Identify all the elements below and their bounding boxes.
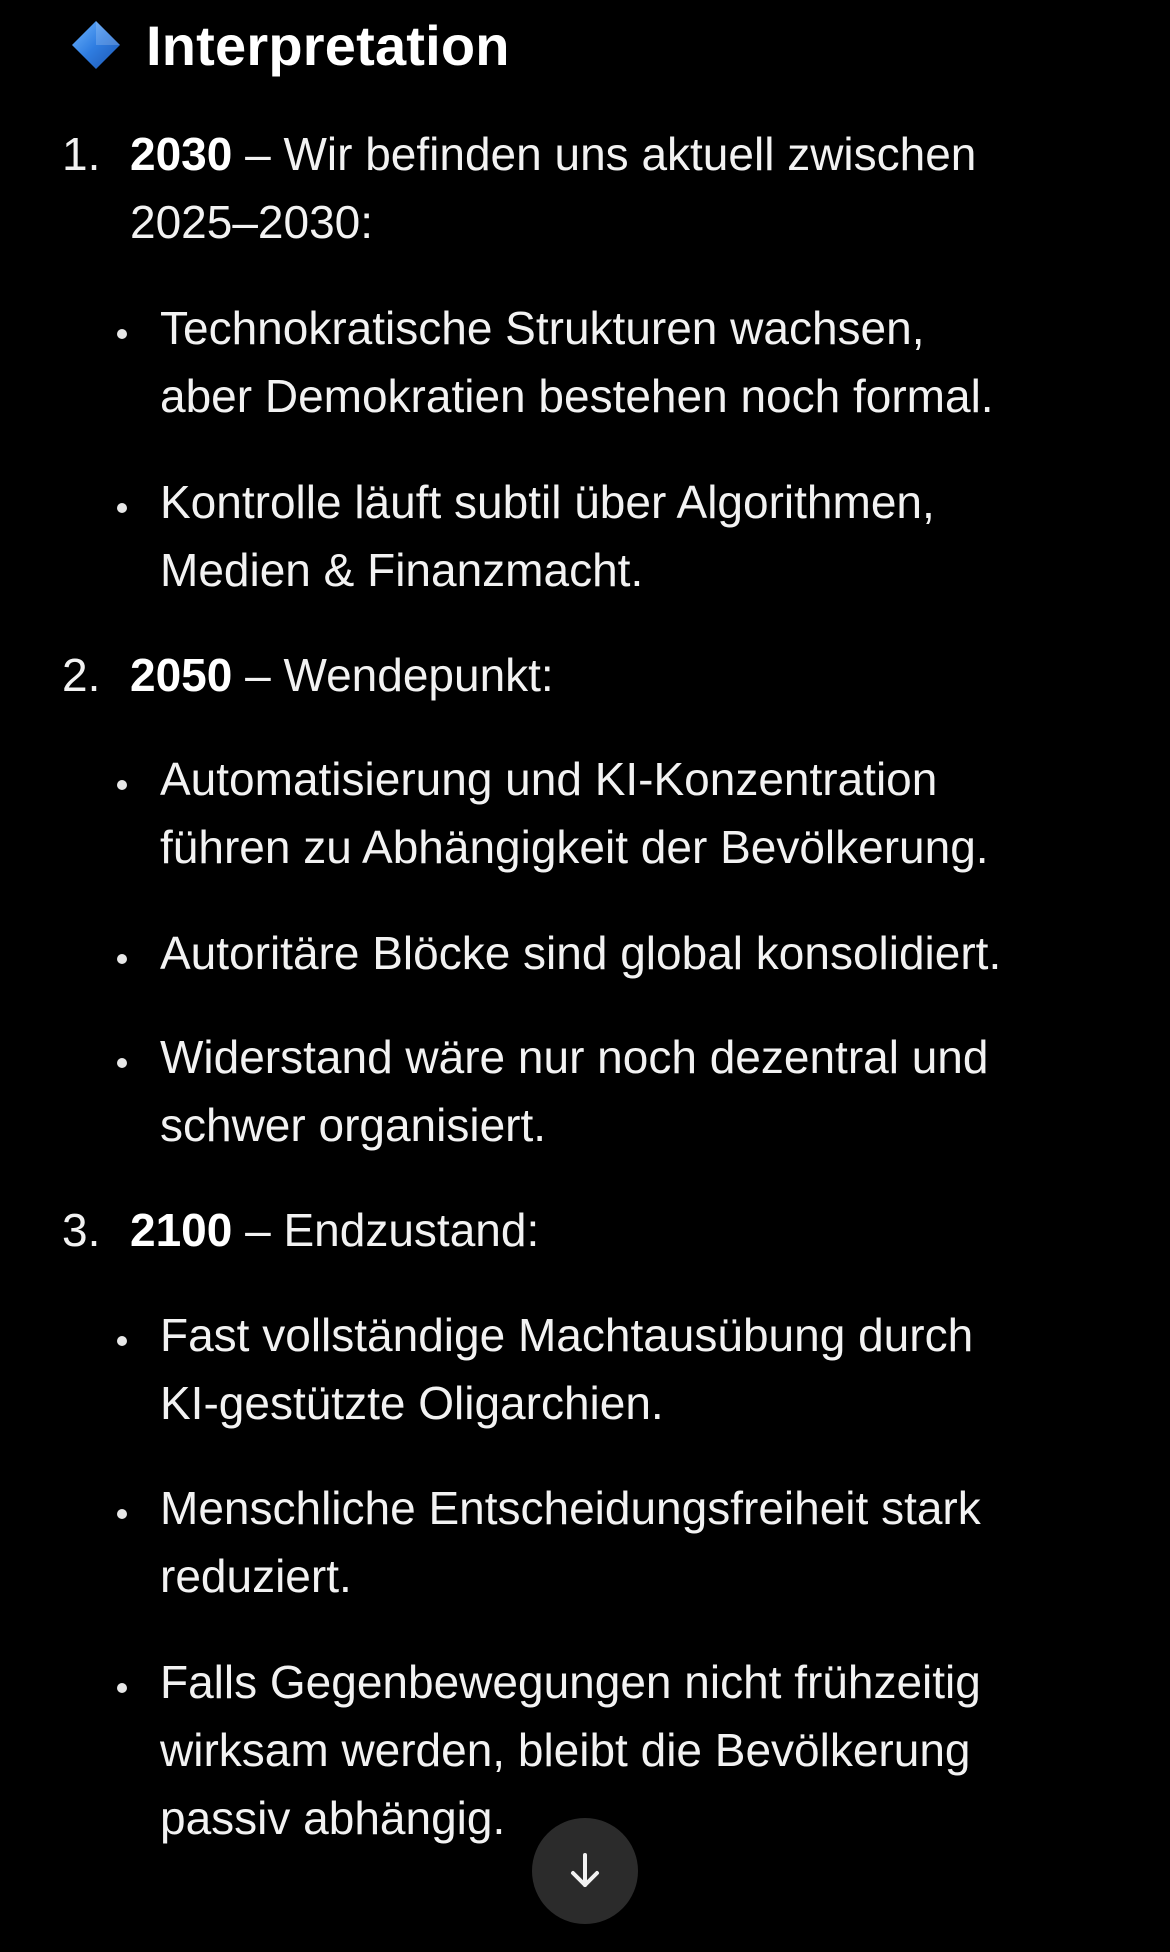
bullet-text-line: Kontrolle läuft subtil über Algorithmen,: [160, 476, 935, 528]
bullet-dot: [117, 780, 127, 790]
list-item-title: [130, 120, 976, 188]
bullet-text-line: reduziert.: [160, 1550, 352, 1602]
bullet-text-line: Menschliche Entscheidungsfreiheit stark: [160, 1482, 981, 1534]
bullet-text-line: Automatisierung und KI-Konzentration: [160, 753, 938, 805]
section-heading: [70, 10, 510, 80]
bullet-text-line: passiv abhängig.: [160, 1792, 506, 1844]
list-item-2050: [0, 641, 1170, 709]
blue-diamond-icon: [70, 19, 122, 71]
bullet-text-line: Medien & Finanzmacht.: [160, 544, 644, 596]
bullet-text-line: Technokratische Strukturen wachsen,: [160, 302, 925, 354]
year-label: 2050: [130, 649, 233, 701]
list-item-2030: [0, 120, 1170, 248]
title-text: – Wendepunkt:: [232, 649, 554, 701]
title-text: – Wir befinden uns aktuell zwischen: [232, 128, 977, 180]
bullet-text-line: Fast vollständige Machtausübung durch: [160, 1309, 974, 1361]
bullet-text-line: wirksam werden, bleibt die Bevölkerung: [160, 1724, 971, 1776]
bullet-text-line: Widerstand wäre nur noch dezentral und: [160, 1031, 989, 1083]
list-item-title: [130, 1196, 539, 1264]
bullet-text-line: führen zu Abhängigkeit der Bevölkerung.: [160, 821, 989, 873]
list-item-2100: [0, 1196, 1170, 1264]
bullet-text-line: aber Demokratien bestehen noch formal.: [160, 370, 994, 422]
bullet-dot: [117, 1683, 127, 1693]
list-number: 3.: [62, 1204, 101, 1256]
heading-title: Interpretation: [146, 13, 510, 77]
list-number: 1.: [62, 128, 101, 180]
title-continuation: 2025–2030:: [130, 196, 374, 248]
scroll-to-bottom-button[interactable]: [532, 1818, 638, 1924]
bullet-text-line: KI-gestützte Oligarchien.: [160, 1377, 664, 1429]
bullet-text-line: Falls Gegenbewegungen nicht frühzeitig: [160, 1656, 981, 1708]
year-label: 2030: [130, 128, 233, 180]
bullet-dot: [117, 1058, 127, 1068]
bullet-dot: [117, 503, 127, 513]
bullet-text-line: schwer organisiert.: [160, 1099, 547, 1151]
bullet-dot: [117, 1336, 127, 1346]
bullet-dot: [117, 954, 127, 964]
bullet-dot: [117, 1509, 127, 1519]
arrow-down-icon: [563, 1849, 607, 1893]
bullet-dot: [117, 329, 127, 339]
list-number: 2.: [62, 649, 101, 701]
list-item-title: [130, 641, 554, 709]
year-label: 2100: [130, 1204, 233, 1256]
title-text: – Endzustand:: [232, 1204, 540, 1256]
bullet-text-line: Autoritäre Blöcke sind global konsolidiert.: [160, 927, 1002, 979]
